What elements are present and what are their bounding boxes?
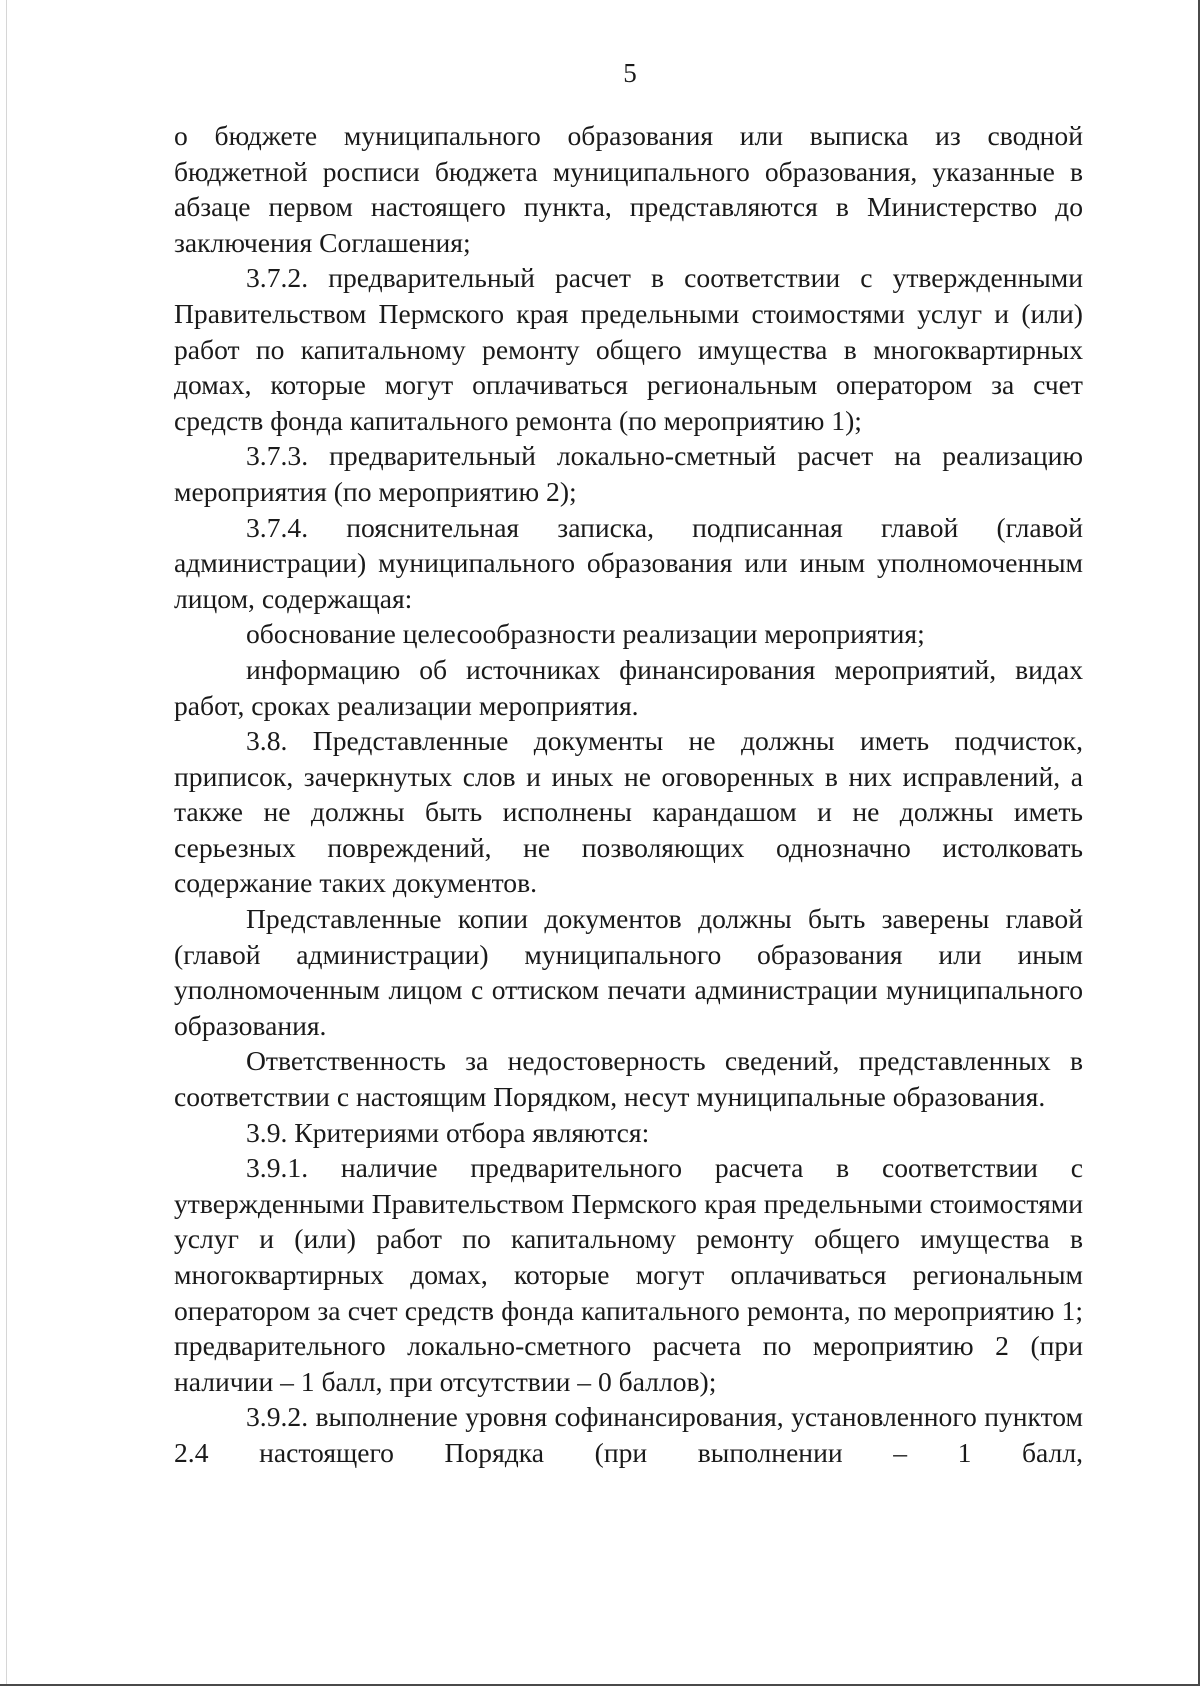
paragraph-3-7-4: 3.7.4. пояснительная записка, подписанная главой (главой администрации) муниципального образования или иным уполномоченным лицом, содержащая: [174,511,1083,614]
paragraph-3-9-1: 3.9.1. наличие предварительного расчета в соответствии с утвержденными Правительством Пермского края предельными стоимостями услуг и (или) работ по капитальному ремонту общего имущества в многоквартирных домах, которые могут оплачиваться региональным оператором за счет средств фонда капитального ремонта, по мероприятию 1; предварительного локально-сметного расчета по мероприятию 2 (при наличии – 1 балл, при отсутствии – 0 баллов); [174,1152,1083,1397]
page-number: 5 [623,58,637,88]
paragraph-responsibility: Ответственность за недостоверность сведений, представленных в соответствии с настоящим Порядком, несут муниципальные образования. [174,1045,1083,1113]
paragraph-3-9: 3.9. Критериями отбора являются: [246,1116,650,1148]
scan-edge-left [6,0,7,1686]
paragraph-continuation: о бюджете муниципального образования или выписка из сводной бюджетной росписи бюджета муниципального образования, указанные в абзаце первом настоящего пункта, представляются в Министерство до заключения Соглашения; [174,120,1083,258]
paragraph-3-9-2: 3.9.2. выполнение уровня софинансирования, установленного пунктом 2.4 настоящего Порядка (при выполнении – 1 балл, [174,1401,1083,1468]
paragraph-copies-certified: Представленные копии документов должны быть заверены главой (главой администрации) муниципального образования или иным уполномоченным лицом с оттиском печати администрации муниципального образования. [174,903,1083,1041]
paragraph-3-8: 3.8. Представленные документы не должны иметь подчисток, приписок, зачеркнутых слов и иных не оговоренных в них исправлений, а также не должны быть исполнены карандашом и не должны иметь серьезных повреждений, не позволяющих однозначно истолковать содержание таких документов. [174,725,1083,899]
document-body [174,118,1083,1471]
paragraph-3-7-3: 3.7.3. предварительный локально-сметный расчет на реализацию мероприятия (по мероприятию 2); [174,440,1083,507]
paragraph-financing-info: информацию об источниках финансирования мероприятий, видах работ, сроках реализации мероприятия. [174,653,1083,721]
paragraph-3-7-2: 3.7.2. предварительный расчет в соответствии с утвержденными Правительством Пермского края предельными стоимостями услуг и (или) работ по капитальному ремонту общего имущества в многоквартирных домах, которые могут оплачиваться региональным оператором за счет средств фонда капитального ремонта (по мероприятию 1); [174,262,1083,436]
paragraph-justification: обоснование целесообразности реализации мероприятия; [246,618,925,650]
